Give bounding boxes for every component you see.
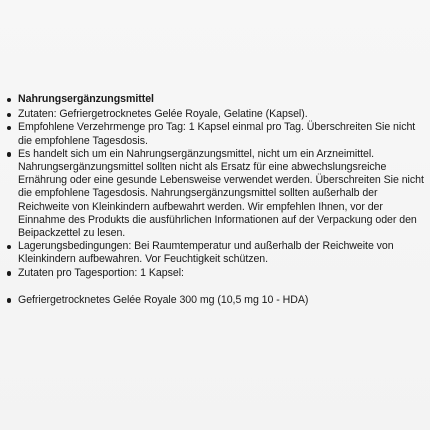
list-item-recommended-dose: Empfohlene Verzehrmenge pro Tag: 1 Kapsel einmal pro Tag. Überschreiten Sie nicht die empfohlene Tagesdosis.: [5, 121, 425, 147]
document-content: [5, 93, 425, 307]
list-item-storage: Lagerungsbedingungen: Bei Raumtemperatur und außerhalb der Reichweite von Kleinkindern aufbewahren. Vor Feuchtigkeit schützen.: [5, 240, 425, 266]
list-item-daily-portion: Zutaten pro Tagesportion: 1 Kapsel:: [5, 267, 425, 280]
list-item-royal-jelly-amount: Gefriergetrocknetes Gelée Royale 300 mg (10,5 mg 10 - HDA): [5, 294, 425, 307]
list-item-warning: Es handelt sich um ein Nahrungsergänzungsmittel, nicht um ein Arzneimittel. Nahrungsergänzungsmittel sollten nicht als Ersatz für eine abwechslungsreiche Ernährung oder eine gesunde Lebensweise verwendet werden. Überschreiten Sie nicht die empfohlene Tagesdosis. Nahrungsergänzungsmittel sollten außerhalb der Reichweite von Kleinkindern aufbewahrt werden. Wir empfehlen Ihnen, vor der Einnahme des Produkts die ausführlichen Informationen auf der Verpackung oder den Beipackzettel zu lesen.: [5, 148, 425, 240]
bullet-list: [5, 93, 425, 307]
list-item-ingredients: Zutaten: Gefriergetrocknetes Gelée Royale, Gelatine (Kapsel).: [5, 108, 425, 121]
list-item-heading: Nahrungsergänzungsmittel: [5, 93, 425, 106]
